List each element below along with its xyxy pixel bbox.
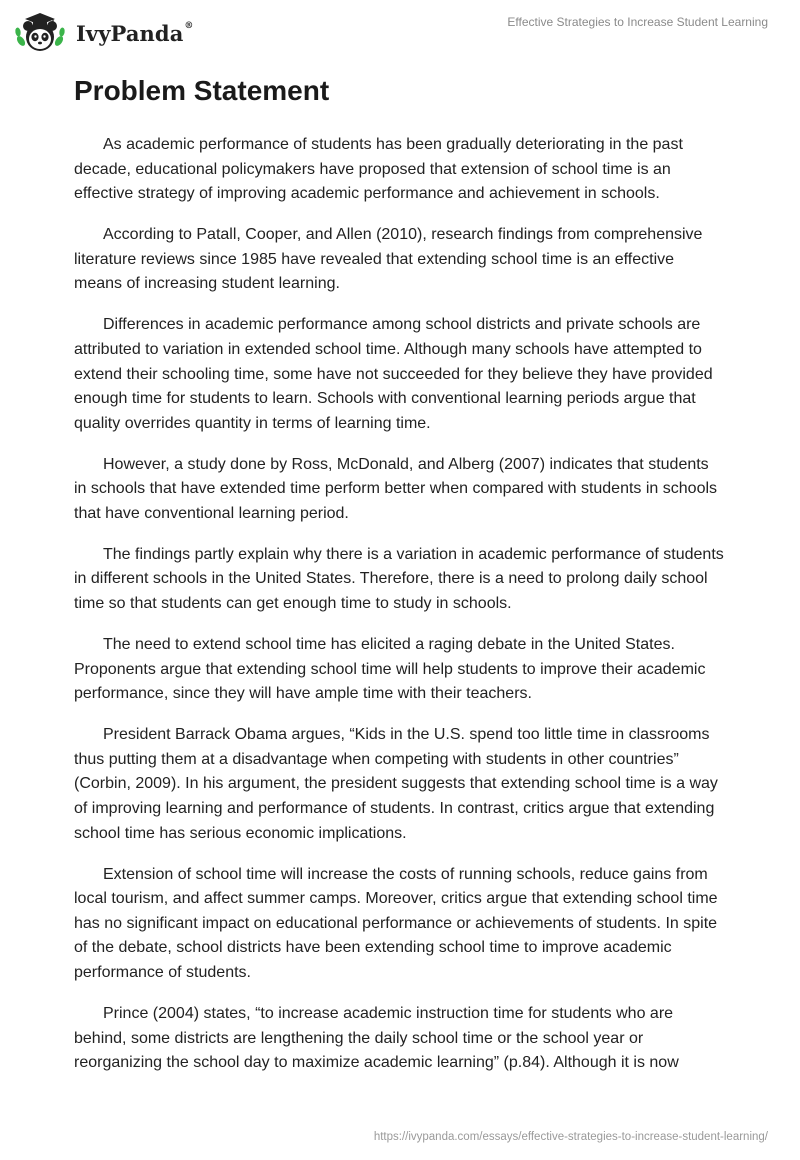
section-heading: Problem Statement [74,75,330,106]
ivypanda-logo[interactable] [14,10,194,54]
essay-content [74,74,724,1092]
page-header [0,0,800,60]
paragraph: The need to extend school time has elicited a raging debate in the United States. Proponents argue that extending school time will help students to improve their academic performance, since they will have ample time with their teachers. [74,636,706,703]
paragraph: President Barrack Obama argues, “Kids in the U.S. spend too little time in classrooms thus putting them at a disadvantage when competing with students in other countries” (Corbin, 2009). In his argument, the president suggests that extending school time is a way of improving learning and performance of students. In contrast, critics argue that extending school time has serious economic implications. [74,726,718,842]
document-title: Effective Strategies to Increase Student Learning [507,15,768,29]
paragraph: As academic performance of students has been gradually deteriorating in the past decade, educational policymakers have proposed that extension of school time is an effective strategy of improving academic performance and achievement in schools. [74,136,683,203]
panda-graduate-icon [14,10,66,54]
paragraph: Extension of school time will increase the costs of running schools, reduce gains from local tourism, and affect summer camps. Moreover, critics argue that extending school time has no significant impact on educational performance or achievements of students. In spite of the debate, school districts have been extending school time to improve academic performance of students. [74,865,718,981]
paragraph: Differences in academic performance among school districts and private schools are attributed to variation in extended school time. Although many schools have attempted to extend their schooling time, some have not succeeded for they believe they have provided enough time for students to learn. Schools with conventional learning periods argue that quality overrides quantity in terms of learning time. [74,316,713,432]
paragraph: The findings partly explain why there is a variation in academic performance of students in different schools in the United States. Therefore, there is a need to prolong daily school time so that students can get enough time to study in schools. [74,545,724,613]
paragraph: Prince (2004) states, “to increase academic instruction time for students who are behind, some districts are lengthening the daily school time or the school year or reorganizing the school day to maximize academic learning” (p.84). Although it is now [74,1004,679,1072]
paragraph: However, a study done by Ross, McDonald, and Alberg (2007) indicates that students in schools that have extended time perform better when compared with students in schools that have conventional learning period. [74,455,718,522]
registered-mark: ® [184,20,194,31]
source-url[interactable]: https://ivypanda.com/essays/effective-strategies-to-increase-student-learning/ [373,1131,768,1143]
paragraph: According to Patall, Cooper, and Allen (2010), research findings from comprehensive literature reviews since 1985 have revealed that extending school time is an effective means of increasing student learning. [74,226,703,293]
brand-name: IvyPanda® [76,20,194,46]
